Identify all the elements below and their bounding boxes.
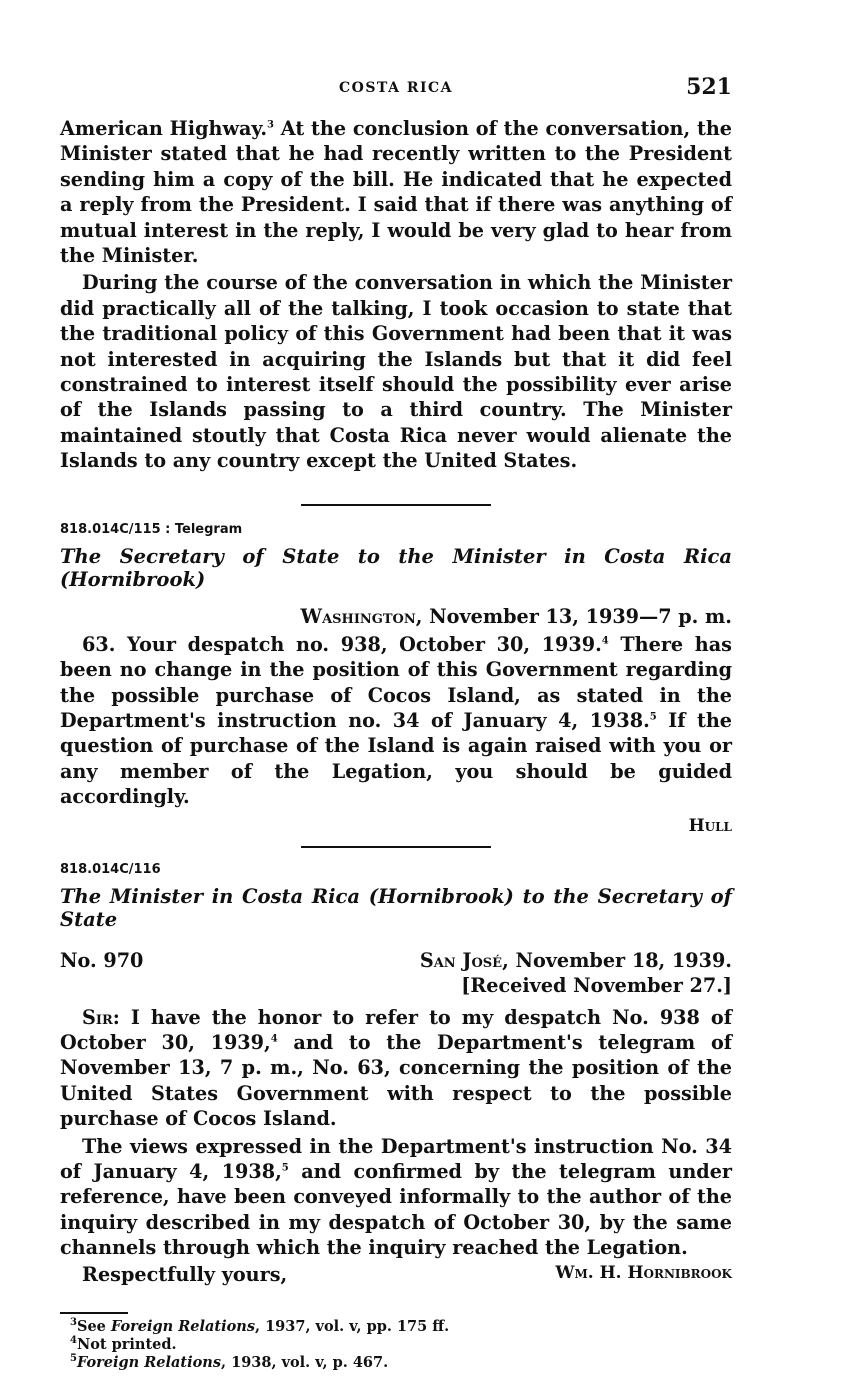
file-reference: 818.014C/116 bbox=[60, 861, 161, 877]
closing: Respectfully yours, bbox=[82, 1262, 288, 1286]
despatch-header bbox=[60, 949, 732, 972]
page-number: 521 bbox=[686, 74, 732, 100]
running-title: COSTA RICA bbox=[338, 80, 454, 96]
section-divider bbox=[301, 504, 491, 506]
document-heading: The Minister in Costa Rica (Hornibrook) to the Secretary of State bbox=[60, 884, 732, 931]
document-heading: The Secretary of State to the Minister in Costa Rica (Hornibrook) bbox=[60, 544, 732, 591]
telegram-body: 63. Your despatch no. 938, October 30, 1939.$^4$ There has been no change in the position of this Government regarding the possible purchase of Cocos Island, as stated in the Department's instruction no. 34 of January 4, 1938.$^5$ If the question of purchase of the Island is again raised with you or any member of the Legation, you should be guided accordingly. bbox=[60, 632, 732, 809]
despatch-number: No. 970 bbox=[60, 948, 144, 972]
dateline: Washington, November 13, 1939—7 p. m. bbox=[300, 604, 732, 628]
despatch-paragraph-1: Sir: I have the honor to refer to my despatch No. 938 of October 30, 1939,$^4$ and to the Department's telegram of November 13, 7 p. m., No. 63, concerning the position of the United States Government with respect to the possible purchase of Cocos Island. bbox=[60, 1005, 733, 1131]
dateline: San José, November 18, 1939. bbox=[419, 948, 732, 972]
received-date: [Received November 27.] bbox=[461, 973, 732, 997]
footnote-ref: 3 bbox=[267, 119, 274, 131]
signature: Hull bbox=[688, 815, 732, 836]
despatch-paragraph-2: The views expressed in the Department's instruction No. 34 of January 4, 1938,$^5$ and confirmed by the telegram under reference, have been conveyed informally to the author of the inquiry described in my despatch of October 30, by the same channels through which the inquiry reached the Legation. bbox=[60, 1134, 733, 1260]
footnotes bbox=[60, 1318, 732, 1372]
document-page bbox=[60, 74, 732, 1372]
file-reference: 818.014C/115 : Telegram bbox=[60, 521, 243, 537]
footnote-divider bbox=[60, 1312, 128, 1314]
footnote: $^5$Foreign Relations, 1938, vol. v, p. 467. bbox=[70, 1352, 389, 1371]
closing-line bbox=[60, 1263, 732, 1286]
section-divider bbox=[301, 846, 491, 848]
footnote: $^4$Not printed. bbox=[70, 1334, 177, 1353]
running-head bbox=[60, 74, 732, 106]
intro-paragraph-2: During the course of the conversation in which the Minister did practically all of the talking, I took occasion to state that the traditional policy of this Government had been that it was not interested in acquiring the Islands but that it did feel constrained to interest itself should the possibility ever arise of the Islands passing to a third country. The Minister maintained stoutly that Costa Rica never would alienate the Islands to any country except the United States. bbox=[60, 271, 732, 473]
intro-paragraph-1: American Highway.$^3$ At the conclusion of the conversation, the Minister stated that he had recently written to the President sending him a copy of the bill. He indicated that he expected a reply from the President. I said that if there was anything of mutual interest in the reply, I would be very glad to hear from the Minister. bbox=[60, 117, 732, 268]
signature: Wm. H. Hornibrook bbox=[555, 1262, 732, 1283]
footnote: $^3$See Foreign Relations, 1937, vol. v, pp. 175 ff. bbox=[70, 1316, 450, 1335]
